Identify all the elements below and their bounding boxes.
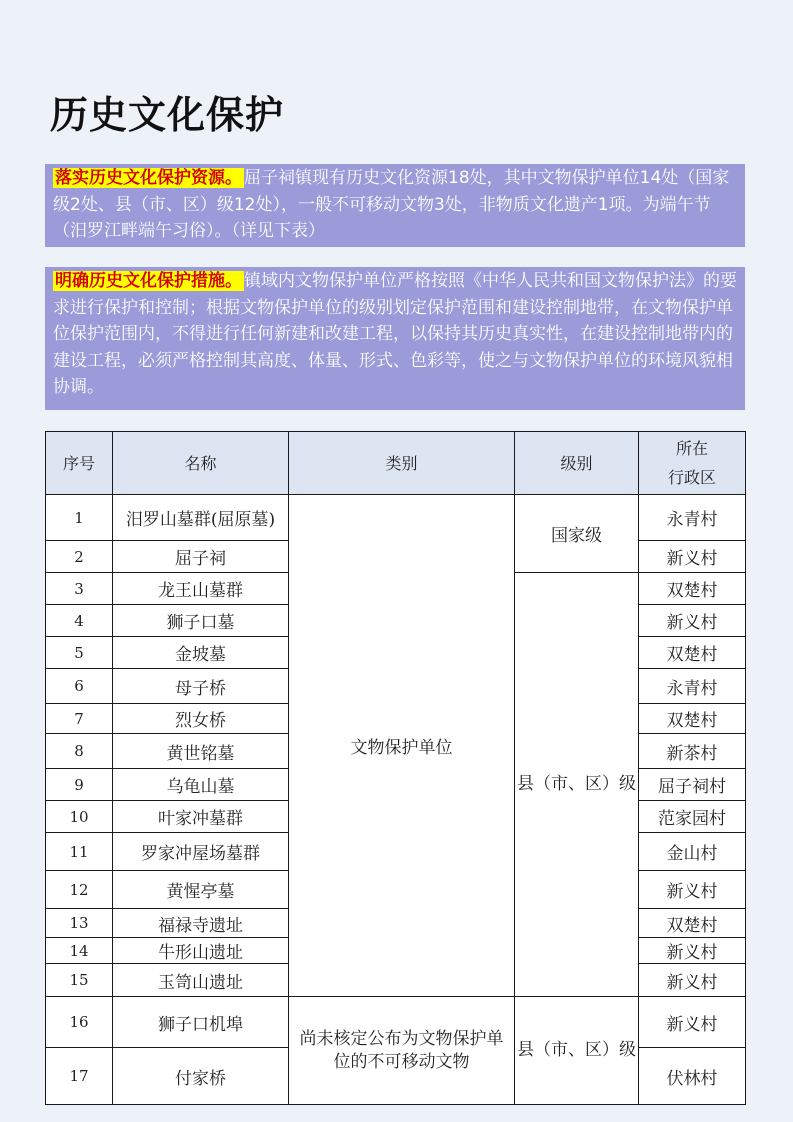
row-village: 双楚村 [639,637,746,669]
row-village: 永青村 [639,495,746,541]
header-admin-line2: 行政区 [667,468,716,487]
row-village: 新义村 [639,938,746,964]
table-row [46,997,746,1048]
row-name: 罗家冲屋场墓群 [113,833,289,871]
paragraph-measures [45,267,745,410]
row-seq: 7 [46,704,113,734]
row-seq: 8 [46,734,113,769]
row-seq: 13 [46,909,113,938]
row-village: 范家园村 [639,801,746,833]
row-name: 金坡墓 [113,637,289,669]
page-title: 历史文化保护 [50,93,285,137]
row-seq: 1 [46,495,113,541]
row-seq: 12 [46,871,113,909]
category-cell-unverified: 尚未核定公布为文物保护单位的不可移动文物 [289,997,515,1105]
row-seq: 3 [46,573,113,605]
row-village: 新义村 [639,871,746,909]
paragraph-resources-text: 屈子祠镇现有历史文化资源18处，其中文物保护单位14处（国家级2处、县（市、区）级12处），一般不可移动文物3处，非物质文化遗产1项。为端午节（汨罗江畔端午习俗）。（详见下表） [53,168,730,241]
header-category: 类别 [289,432,515,495]
row-name: 玉笥山遗址 [113,964,289,997]
row-seq: 11 [46,833,113,871]
level-cell-national: 国家级 [515,495,639,573]
row-name: 黄世铭墓 [113,734,289,769]
row-village: 金山村 [639,833,746,871]
row-seq: 15 [46,964,113,997]
paragraph-measures-highlight: 明确历史文化保护措施。 [55,271,242,291]
row-village: 新义村 [639,997,746,1048]
row-name: 母子桥 [113,669,289,704]
row-name: 烈女桥 [113,704,289,734]
heritage-table [45,431,746,1105]
level-cell-county-2: 县（市、区）级 [515,997,639,1105]
row-name: 黄惺亭墓 [113,871,289,909]
row-village: 新义村 [639,605,746,637]
row-village: 新义村 [639,964,746,997]
row-name: 狮子口机埠 [113,997,289,1048]
row-village: 新茶村 [639,734,746,769]
row-name: 汨罗山墓群(屈原墓) [113,495,289,541]
paragraph-resources [45,164,745,247]
row-village: 双楚村 [639,573,746,605]
row-name: 狮子口墓 [113,605,289,637]
header-seq: 序号 [46,432,113,495]
row-village: 新义村 [639,541,746,573]
paragraph-measures-text: 镇域内文物保护单位严格按照《中华人民共和国文物保护法》的要求进行保护和控制；根据文物保护单位的级别划定保护范围和建设控制地带，在文物保护单位保护范围内，不得进行任何新建和改建工程，以保持其历史真实性，在建设控制地带内的建设工程，必须严格控制其高度、体量、形式、色彩等，使之与文物保护单位的环境风貌相协调。 [53,271,737,397]
row-name: 龙王山墓群 [113,573,289,605]
row-name: 付家桥 [113,1048,289,1105]
header-level: 级别 [515,432,639,495]
row-name: 乌龟山墓 [113,769,289,801]
row-village: 伏林村 [639,1048,746,1105]
row-seq: 2 [46,541,113,573]
row-seq: 17 [46,1048,113,1105]
row-seq: 5 [46,637,113,669]
row-village: 永青村 [639,669,746,704]
row-name: 屈子祠 [113,541,289,573]
row-name: 福禄寺遗址 [113,909,289,938]
table-row [46,495,746,541]
level-cell-county: 县（市、区）级 [515,573,639,997]
row-village: 双楚村 [639,909,746,938]
row-village: 双楚村 [639,704,746,734]
row-seq: 10 [46,801,113,833]
header-name: 名称 [113,432,289,495]
row-seq: 4 [46,605,113,637]
category-cell-protected: 文物保护单位 [289,495,515,997]
row-seq: 6 [46,669,113,704]
row-village: 屈子祠村 [639,769,746,801]
table-header-row [46,432,746,495]
header-admin-region [639,432,746,495]
paragraph-resources-highlight: 落实历史文化保护资源。 [55,168,242,188]
header-admin-line1: 所在 [675,439,708,458]
row-name: 叶家冲墓群 [113,801,289,833]
row-seq: 14 [46,938,113,964]
row-seq: 9 [46,769,113,801]
row-name: 牛形山遗址 [113,938,289,964]
row-seq: 16 [46,997,113,1048]
